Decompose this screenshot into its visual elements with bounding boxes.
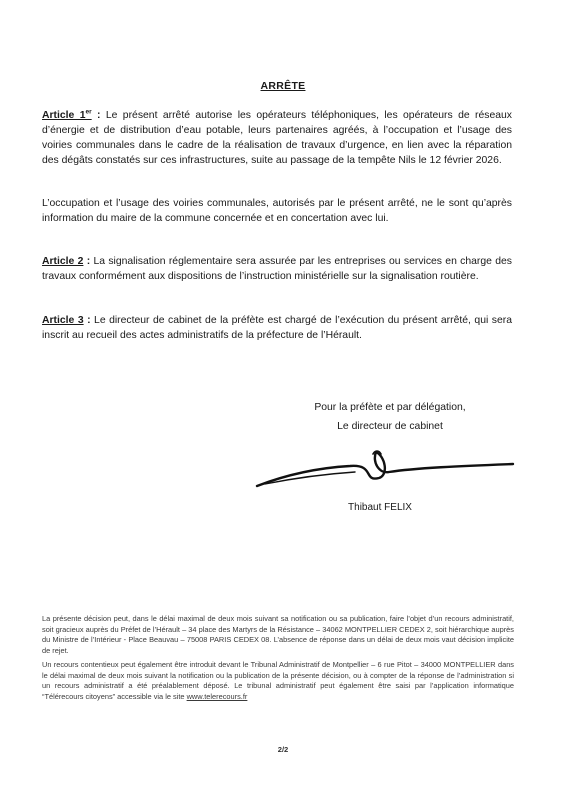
article-1-label-superscript: er [85,108,92,116]
footer-appeal-administrative: La présente décision peut, dans le délai maximal de deux mois suivant sa notification ou sa publication, faire l’objet d’un recours administratif, soit gracieux auprès du Préfet de l’Hérault – 34 place des Martyrs de la Résistance – 34062 MONTPELLIER CEDEX 2, soit hiérarchique auprès du Ministre de l’Intérieur - Place Beauvau – 75008 PARIS CEDEX 08. L’absence de réponse dans un délai de deux mois vaut décision implicite de rejet. [42,614,514,655]
paragraph-2: L’occupation et l’usage des voiries communales, autorisés par le présent arrêté, ne le sont qu’après information du maire de la commune concernée et en concertation avec lui. [42,198,512,224]
telerecours-link[interactable]: www.telerecours.fr [186,691,248,701]
article-3-separator: : [83,315,91,326]
article-1-label-text: Article 1 [42,110,86,121]
article-1-separator: : [91,110,101,121]
article-2-label: Article 2 [42,256,84,267]
article-2-text: La signalisation réglementaire sera assurée par les entreprises ou services en charge des travaux conformément aux dispositions de l’instruction ministérielle sur la signalisation routière. [42,256,512,282]
article-3-text: Le directeur de cabinet de la préfète est chargé de l’exécution du présent arrêté, qui sera inscrit au recueil des actes administratifs de la préfecture de l’Hérault. [42,315,512,341]
article-3-paragraph [42,313,512,343]
signature-title-line: Le directeur de cabinet [337,421,443,432]
footer-appeal-contentious-text: Un recours contentieux peut également être introduit devant le Tribunal Administratif de Montpellier – 6 rue Pitot – 34000 MONTPELLIER dans le délai maximal de deux mois suivant la notification ou la publication de la présente décision, ou à compter de la réponse de l’administration si un recours administratif a été préalablement déposé. Le tribunal administratif peut également être saisi par l’application informatique “Télérecours citoyens” accessible via le site [42,660,514,701]
signatory-name: Thibaut FELIX [348,502,412,513]
article-1-paragraph [42,108,512,168]
article-2-paragraph [42,254,512,284]
signature-delegation-line: Pour la préfète et par délégation, [314,402,466,413]
footer-appeal-contentious [42,660,514,702]
page-number: 2/2 [277,745,289,754]
article-1-text: Le présent arrêté autorise les opérateurs téléphoniques, les opérateurs de réseaux d’énergie et de distribution d’eau potable, leurs partenaires agréés, à l’occupation et l’usage des voiries communales dans le cadre de la réalisation de travaux d’urgence, en lien avec la réparation des dégâts constatés sur ces infrastructures, suite au passage de la tempête Nils le 12 février 2026. [42,110,512,166]
handwritten-signature [255,448,515,494]
article-2-separator: : [83,256,91,267]
article-3-label: Article 3 [42,315,84,326]
article-1-label [42,110,92,121]
page-title: ARRÊTE [260,80,306,92]
